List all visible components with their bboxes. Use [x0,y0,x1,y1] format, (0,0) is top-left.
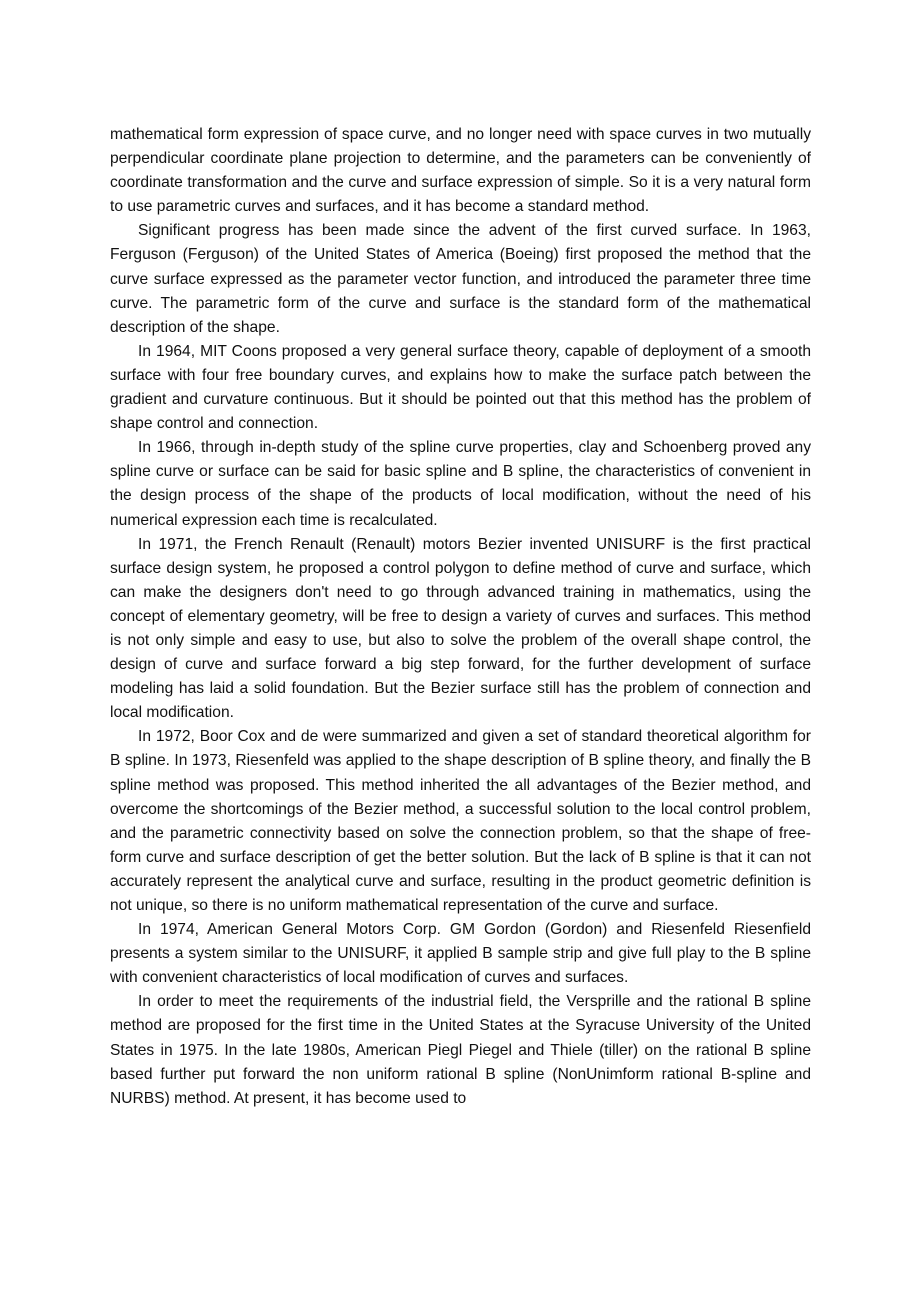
paragraph-bezier-1971: In 1971, the French Renault (Renault) motors Bezier invented UNISURF is the first practical surface design system, he proposed a control polygon to define method of curve and surface, which can make the designers don't need to go through advanced training in mathematics, using the concept of elementary geometry, will be free to design a variety of curves and surfaces. This method is not only simple and easy to use, but also to solve the problem of the overall shape control, the design of curve and surface forward a big step forward, for the further development of surface modeling has laid a solid foundation. But the Bezier surface still has the problem of connection and local modification. [110,535,811,722]
paragraph-coons-1964: In 1964, MIT Coons proposed a very general surface theory, capable of deployment of a smooth surface with four free boundary curves, and explains how to make the surface patch between the gradient and curvature continuous. But it should be pointed out that this method has the problem of shape control and connection. [110,342,811,433]
document-page [110,123,811,1111]
paragraph-continued: mathematical form expression of space curve, and no longer need with space curves in two mutually perpendicular coordinate plane projection to determine, and the parameters can be conveniently of coordinate transformation and the curve and surface expression of simple. So it is a very natural form to use parametric curves and surfaces, and it has become a standard method. [110,126,811,216]
paragraph-gordon-1974: In 1974, American General Motors Corp. GM Gordon (Gordon) and Riesenfeld Riesenfield presents a system similar to the UNISURF, it applied B sample strip and give full play to the B spline with convenient characteristics of local modification of curves and surfaces. [110,921,811,987]
paragraph-nurbs-1975: In order to meet the requirements of the industrial field, the Versprille and the rational B spline method are proposed for the first time in the United States at the Syracuse University of the United States in 1975. In the late 1980s, American Piegl Piegel and Thiele (tiller) on the rational B spline based further put forward the non uniform rational B spline (NonUnimform rational B-spline and NURBS) method. At present, it has become used to [110,993,811,1107]
paragraph-bspline-1972: In 1972, Boor Cox and de were summarized and given a set of standard theoretical algorithm for B spline. In 1973, Riesenfeld was applied to the shape description of B spline theory, and finally the B spline method was proposed. This method inherited the all advantages of the Bezier method, and overcome the shortcomings of the Bezier method, a successful solution to the local control problem, and the parametric connectivity based on solve the connection problem, so that the shape of free-form curve and surface description of get the better solution. But the lack of B spline is that it can not accurately represent the analytical curve and surface, resulting in the product geometric definition is not unique, so there is no uniform mathematical representation of the curve and surface. [110,728,811,914]
paragraph-ferguson-1963: Significant progress has been made since the advent of the first curved surface. In 1963, Ferguson (Ferguson) of the United States of America (Boeing) first proposed the method that the curve surface expressed as the parameter vector function, and introduced the parameter three time curve. The parametric form of the curve and surface is the standard form of the mathematical description of the shape. [110,222,811,336]
paragraph-schoenberg-1966: In 1966, through in-depth study of the spline curve properties, clay and Schoenberg proved any spline curve or surface can be said for basic spline and B spline, the characteristics of convenient in the design process of the shape of the products of local modification, without the need of his numerical expression each time is recalculated. [110,439,811,529]
